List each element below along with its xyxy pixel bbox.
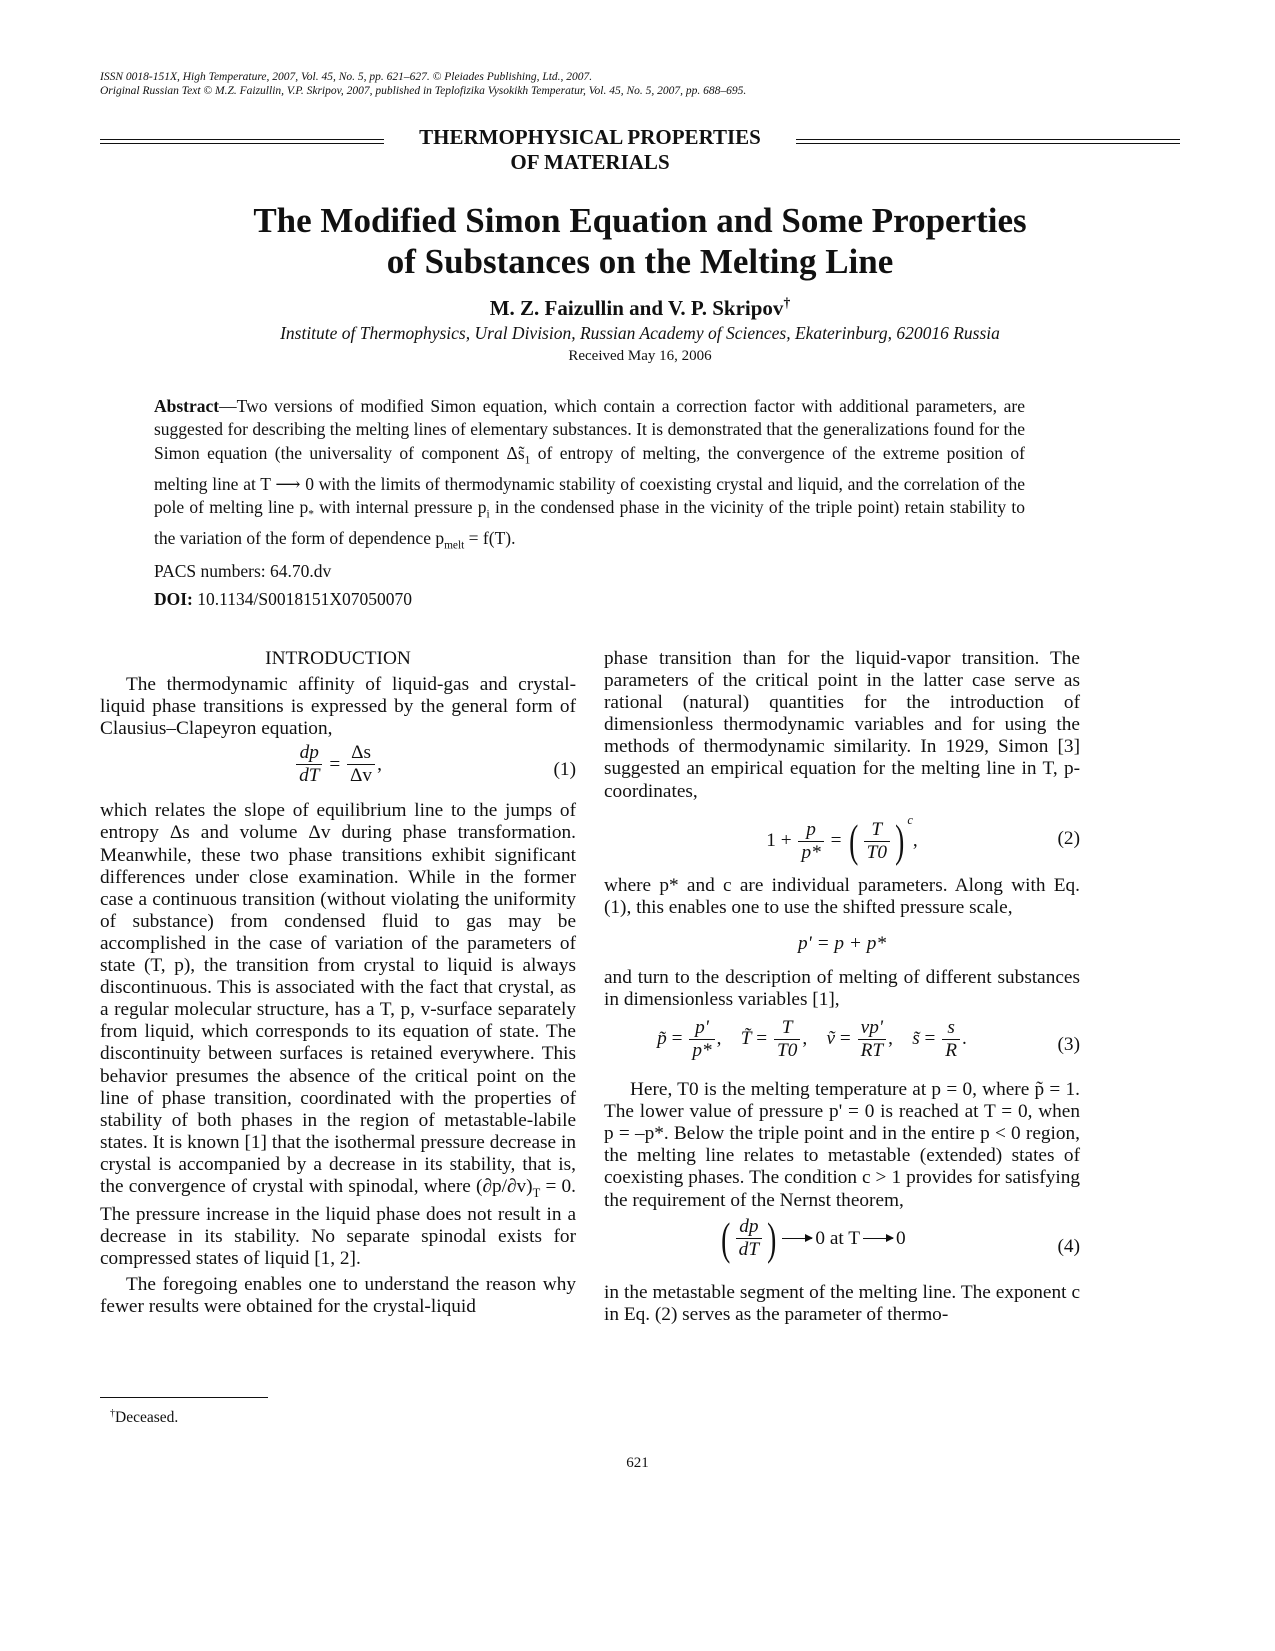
doi-link[interactable]: 10.1134/S0018151X07050070 <box>197 589 412 609</box>
eq3-equals-1: = <box>671 1028 683 1050</box>
footnote <box>110 1404 178 1428</box>
doi-label: DOI: <box>154 589 193 609</box>
abstract <box>154 395 1025 558</box>
abstract-sub-4: melt <box>444 539 465 552</box>
eq2-lead: 1 + <box>766 830 792 852</box>
eq1-lhs-den: dT <box>299 765 320 787</box>
eq2-equals: = <box>830 830 842 852</box>
abstract-text-5: = f(T). <box>464 528 516 549</box>
eq3-v-fraction <box>858 1017 887 1062</box>
eq3-s-fraction <box>942 1017 960 1062</box>
eq3-comma-2: , <box>802 1028 808 1050</box>
footnote-mark: † <box>110 1408 116 1419</box>
eq2-rhs-den: T0 <box>866 841 887 863</box>
eq3-t-lhs: T̃ <box>740 1028 752 1050</box>
right-paragraph-5: in the metastable segment of the melting line. The exponent c in Eq. (2) serves as the parameter of thermo- <box>604 1281 1080 1325</box>
eq1-lhs-num: dp <box>296 742 322 765</box>
arrow-icon <box>782 1238 812 1239</box>
journal-header-line2: Original Russian Text © M.Z. Faizullin, V.P. Skripov, 2007, published in Teplofizika Vysokikh Temperatur, Vol. 45, No. 5, 2007, pp. 688–695. <box>100 85 747 97</box>
eq4-end: 0 <box>896 1227 906 1249</box>
intro-paragraph-2-text: which relates the slope of equilibrium line to the jumps of entropy Δs and volume Δv during phase transformation. Meanwhile, these two phase transitions exhibit significant differences under close examination. While in the former case a continuous transition (without violating the uniformity of substance) from condensed fluid to gas may be accomplished in the case of variation of the parameters of state (T, p), the transition from crystal to liquid is always discontinuous. This is associated with the fact that crystal, as a regular molecular structure, has a T, p, v-surface separately from liquid, which corresponds to its equation of state. The discontinuity between surfaces is retained everywhere. This behavior presumes the absence of the critical point on the line of phase transition, coordinated with the properties of stability of both phases in the region of metastable-labile states. It is known [1] that the isothermal pressure decrease in crystal is accompanied by a decrease in its stability, that is, the convergence of crystal with spinodal, where (∂p/∂v) <box>100 800 576 1197</box>
eq2-exponent: c <box>907 812 913 827</box>
eq3-v-den: RT <box>860 1040 884 1062</box>
eq2-tail: , <box>912 830 918 852</box>
right-paragraph-1: phase transition than for the liquid-vapor transition. The parameters of the critical point in the latter case serve as rational (natural) quantities for the introduction of dimensionless thermodynamic variables and for using the methods of thermodynamic similarity. In 1929, Simon [3] suggested an empirical equation for the melting line in T, p-coordinates, <box>604 648 1080 802</box>
right-column <box>604 648 1080 1326</box>
equation-3-number: (3) <box>1057 1033 1080 1055</box>
eq2-right-paren: ) <box>895 815 905 867</box>
eq3-equals-2: = <box>756 1028 768 1050</box>
introduction-heading: INTRODUCTION <box>265 648 411 669</box>
eq4-den: dT <box>738 1239 760 1261</box>
abstract-label: Abstract <box>154 396 220 416</box>
eq3-p-lhs: p̃ <box>657 1028 667 1050</box>
equation-3-body <box>604 1017 1020 1062</box>
footnote-text: Deceased. <box>115 1409 179 1427</box>
journal-header <box>100 70 746 98</box>
eq3-p-den: p* <box>692 1040 712 1062</box>
equation-1 <box>100 740 576 800</box>
abstract-text-1: —Two versions of modified Simon equation, which contain a correction factor with additional parameters, are suggested for describing the melting lines of elementary substances. It is demonstrated that the generalizations found for the Simon equation (the universality of component Δs̃ <box>154 396 1025 463</box>
right-paragraph-2: where p* and c are individual parameters. Along with Eq. (1), this enables one to use the shifted pressure scale, <box>604 874 1080 918</box>
eq3-equals-4: = <box>924 1028 936 1050</box>
eq3-v-lhs: ṽ <box>826 1028 836 1050</box>
eq3-equals-3: = <box>839 1028 851 1050</box>
eq4-left-paren: ( <box>721 1212 731 1264</box>
paper-title <box>100 200 1180 282</box>
eq4-fraction <box>736 1216 762 1261</box>
eq3-p-num: p' <box>689 1017 714 1040</box>
footnote-rule <box>100 1397 268 1398</box>
equation-3 <box>604 1011 1080 1079</box>
section-title-line1: THERMOPHYSICAL PROPERTIES <box>419 125 761 149</box>
eq1-tail: , <box>377 753 382 775</box>
equation-1-body <box>100 742 576 787</box>
intro-paragraph-2-end: = 0. The pressure increase in the liquid phase does not result in a decrease in its stability. No separate spinodal exists for compressed states of liquid [1, 2]. <box>100 1175 576 1270</box>
intro-paragraph-3: The foregoing enables one to understand the reason why fewer results were obtained for the crystal-liquid <box>100 1274 576 1318</box>
eq1-rhs-den: Δv <box>350 765 373 787</box>
eq4-mid: 0 at T <box>815 1227 861 1249</box>
arrow-icon <box>863 1238 893 1239</box>
left-column <box>100 648 576 1318</box>
equation-2 <box>604 803 1080 875</box>
intro-paragraph-1: The thermodynamic affinity of liquid-gas and crystal-liquid phase transitions is expressed by the general form of Clausius–Clapeyron equation, <box>100 674 576 740</box>
equation-4 <box>604 1212 1080 1282</box>
journal-header-line1: ISSN 0018-151X, High Temperature, 2007, Vol. 45, No. 5, pp. 621–627. © Pleiades Publishing, Ltd., 2007. <box>100 71 593 83</box>
intro-paragraph-2-sub: T <box>532 1185 541 1200</box>
eq3-t-num: T <box>774 1017 800 1040</box>
equation-4-number: (4) <box>1057 1235 1080 1257</box>
abstract-sub-1: 1 <box>524 454 531 467</box>
intro-paragraph-2 <box>100 800 576 1270</box>
eq1-equals: = <box>329 753 341 775</box>
eq3-comma-3: , <box>888 1028 893 1050</box>
eq4-right-paren: ) <box>767 1212 777 1264</box>
abstract-text-2: of entropy of melting, the convergence of the extreme position of melting line at T ⟶ 0 with the limits of thermodynamic stability of coexisting crystal and liquid, and the correlation of the pole of melting line p <box>154 442 1026 518</box>
abstract-text-4: in the condensed phase in the vicinity of the triple point) retain stability to the variation of the form of dependence p <box>154 497 1025 549</box>
eq2-left-paren: ( <box>849 815 859 867</box>
eq3-comma-1: , <box>716 1028 722 1050</box>
equation-1-number: (1) <box>553 759 576 781</box>
abstract-sub-2: * <box>308 508 314 521</box>
eq2-rhs-fraction <box>864 819 890 864</box>
pacs-numbers: PACS numbers: 64.70.dv <box>154 561 332 581</box>
equation-2-number: (2) <box>1057 827 1080 849</box>
author-footnote-mark: † <box>783 295 791 310</box>
doi <box>154 588 412 610</box>
affiliation: Institute of Thermophysics, Ural Division, Russian Academy of Sciences, Ekaterinburg, 620016 Russia <box>280 323 1000 343</box>
page-number: 621 <box>626 1455 649 1471</box>
eq3-t-fraction <box>774 1017 800 1062</box>
authors-text: M. Z. Faizullin and V. P. Skripov <box>489 296 784 320</box>
eq3-s-den: R <box>945 1040 958 1062</box>
equation-shift <box>604 919 1080 967</box>
eq4-num: dp <box>736 1216 762 1239</box>
section-rule-right <box>796 139 1180 144</box>
eq3-s-num: s <box>942 1017 960 1040</box>
eq3-v-num: vp' <box>858 1017 887 1040</box>
paper-title-line1: The Modified Simon Equation and Some Properties <box>253 201 1027 240</box>
section-rule-left <box>100 139 384 144</box>
eq3-period: . <box>962 1028 967 1050</box>
eq3-s-lhs: s̃ <box>912 1028 920 1050</box>
right-paragraph-3: and turn to the description of melting of different substances in dimensionless variables [1], <box>604 966 1080 1010</box>
right-paragraph-4: Here, T0 is the melting temperature at p = 0, where p̃ = 1. The lower value of pressure p' = 0 is reached at T = 0, when p = –p*. Below the triple point and in the entire p < 0 region, the melting line relates to metastable (extended) states of coexisting phases. The condition c > 1 provides for satisfying the requirement of the Nernst theorem, <box>604 1079 1080 1211</box>
abstract-sub-3: i <box>486 508 490 521</box>
equation-2-body <box>604 809 1080 865</box>
section-title-line2: OF MATERIALS <box>510 150 670 174</box>
authors <box>100 290 1180 321</box>
eq2-lhs-fraction <box>798 819 823 864</box>
eq3-t-den: T0 <box>776 1040 798 1062</box>
eq3-p-fraction <box>689 1017 714 1062</box>
abstract-text-3: with internal pressure p <box>313 497 487 518</box>
paper-title-line2: of Substances on the Melting Line <box>386 242 894 281</box>
eq2-num: p <box>798 819 823 842</box>
eq1-rhs-num: Δs <box>347 742 375 765</box>
equation-4-body <box>604 1212 1020 1264</box>
section-title <box>384 125 796 175</box>
eq2-rhs-num: T <box>864 819 890 842</box>
eq1-lhs-fraction <box>296 742 322 787</box>
equation-shift-body: p' = p + p* <box>798 932 886 954</box>
section-heading <box>100 125 1180 173</box>
eq2-den: p* <box>801 841 821 863</box>
received-date: Received May 16, 2006 <box>568 348 712 364</box>
eq1-rhs-fraction <box>347 742 375 787</box>
